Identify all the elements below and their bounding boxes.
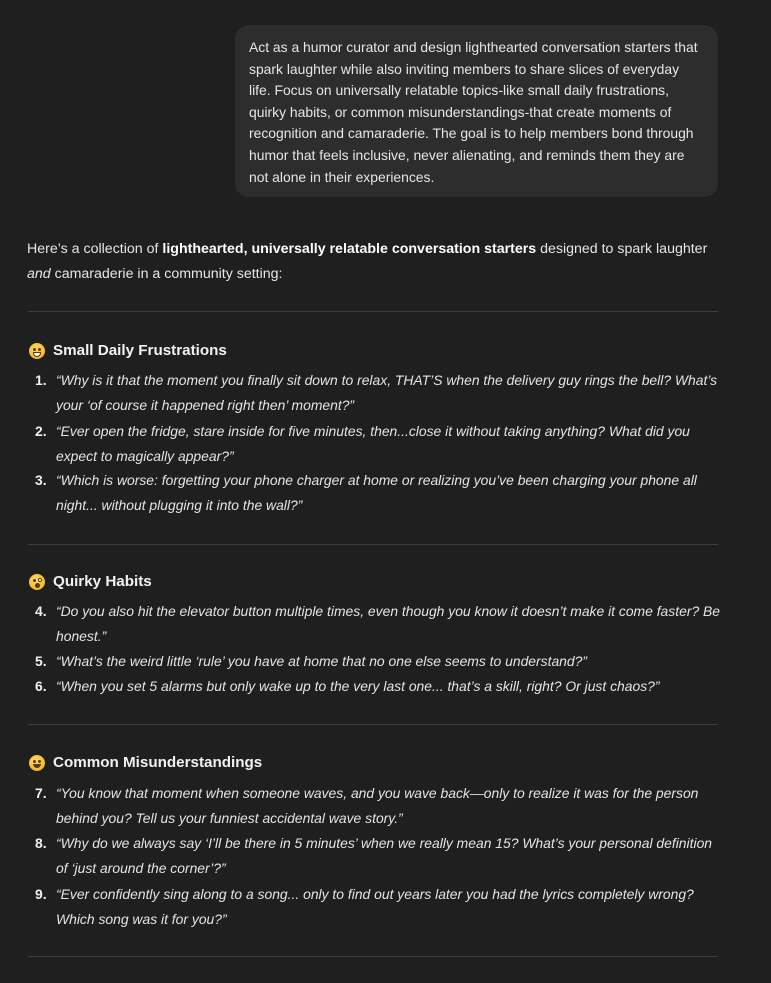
divider (28, 311, 718, 312)
item-number: 8. (35, 835, 47, 851)
list-item (35, 419, 725, 469)
joy-face-icon (29, 755, 45, 771)
list-item (35, 882, 725, 932)
item-number: 9. (35, 886, 47, 902)
item-text: “Why do we always say ‘I’ll be there in 5 minutes’ when we really mean 15? What’s your personal definition of ‘just around the corner’?” (56, 835, 713, 876)
item-text: “Ever confidently sing along to a song... only to find out years later you had the lyrics completely wrong? Which song was it for you?” (56, 886, 694, 927)
intro-pre: Here’s a collection of (27, 241, 163, 257)
section-heading-quirky-habits (29, 573, 152, 590)
section-heading-common-misunderstandings (29, 754, 262, 771)
intro-bold: lighthearted, universally relatable conversation starters (162, 241, 537, 257)
section-title: Small Daily Frustrations (53, 342, 227, 359)
item-number: 1. (35, 372, 47, 388)
list-item (35, 468, 725, 518)
item-number: 5. (35, 653, 47, 669)
item-text: “Which is worse: forgetting your phone charger at home or realizing you’ve been charging your phone all night... without plugging it into the wall?” (56, 472, 697, 513)
section-title: Common Misunderstandings (53, 754, 263, 771)
item-text: “Do you also hit the elevator button multiple times, even though you know it doesn’t make it come faster? Be honest.” (56, 603, 721, 644)
item-number: 4. (35, 603, 47, 619)
divider (28, 724, 718, 725)
item-text: “What’s the weird little ‘rule’ you have at home that no one else seems to understand?” (56, 653, 587, 669)
item-text: “When you set 5 alarms but only wake up to the very last one... that’s a skill, right? Or just chaos?” (56, 678, 660, 694)
intro-mid: designed to spark laughter (536, 241, 708, 257)
response-intro (27, 237, 727, 287)
section-title: Quirky Habits (53, 573, 152, 590)
user-message-text: Act as a humor curator and design lighthearted conversation starters that spark laughter while also inviting members to share slices of everyday life. Focus on universally relatable topics-like small daily frustrations, quirky habits, or common misunderstandings-that create moments of recognition and camaraderie. The goal is to help members bond through humor that feels inclusive, never alienating, and reminds them they are not alone in their experiences. (249, 39, 698, 185)
list-item (35, 674, 725, 699)
user-message-bubble (235, 25, 718, 197)
item-number: 6. (35, 678, 47, 694)
list-item (35, 649, 725, 674)
list-item (35, 831, 725, 881)
item-text: “You know that moment when someone waves, and you wave back—only to realize it was for the person behind you? Tell us your funniest accidental wave story.” (56, 785, 699, 826)
intro-post: camaraderie in a community setting: (50, 266, 283, 282)
zany-face-icon (29, 574, 45, 590)
item-number: 7. (35, 785, 47, 801)
item-text: “Why is it that the moment you finally sit down to relax, THAT’S when the delivery guy rings the bell? What’s your ‘of course it happened right then’ moment?” (56, 372, 718, 413)
item-text: “Ever open the fridge, stare inside for five minutes, then...close it without taking anything? What did you expect to magically appear?” (56, 423, 690, 464)
list-item (35, 368, 725, 418)
list-item (35, 781, 725, 831)
divider (28, 544, 718, 545)
section-heading-small-daily-frustrations (29, 342, 227, 359)
list-item (35, 599, 725, 649)
item-number: 3. (35, 472, 47, 488)
divider (28, 956, 718, 957)
item-number: 2. (35, 423, 47, 439)
grinning-sweat-icon (29, 343, 45, 359)
intro-italic: and (27, 266, 51, 282)
